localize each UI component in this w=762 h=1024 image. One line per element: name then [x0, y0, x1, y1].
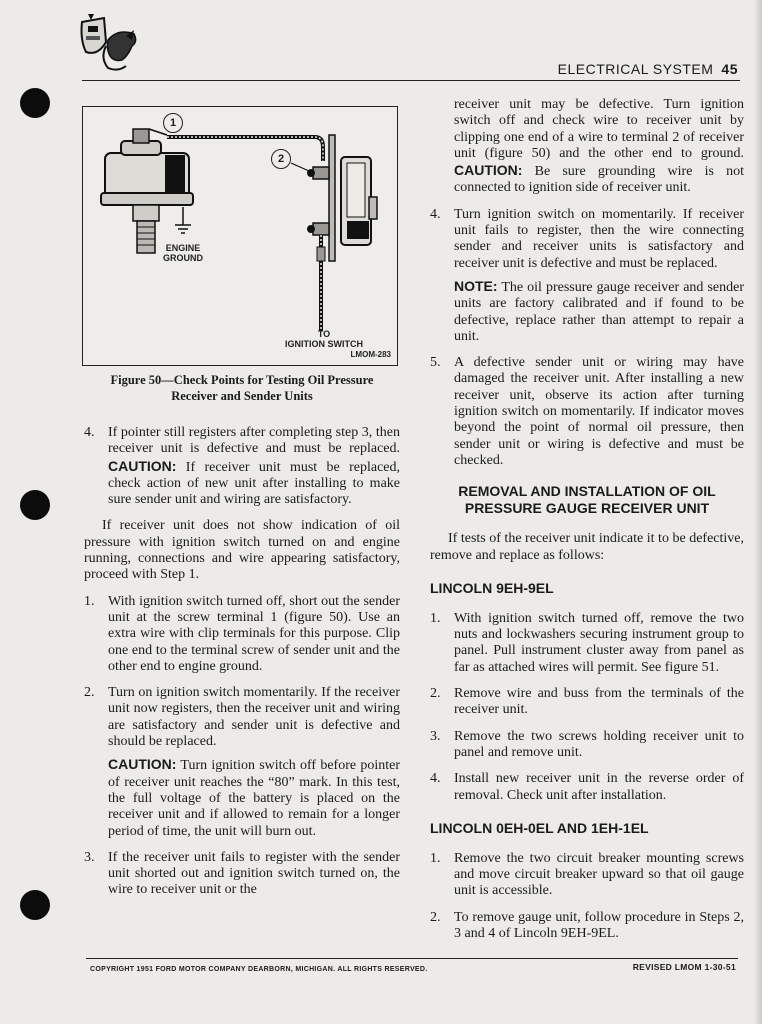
item-number: 4.: [84, 425, 95, 440]
footer-divider: [86, 958, 738, 959]
caption-line-1: Figure 50—Check Points for Testing Oil Pressure: [110, 373, 374, 387]
item-text: Remove wire and buss from the terminals of the receiver unit.: [454, 686, 744, 718]
receiver-unit: [307, 135, 377, 261]
revision-footer: REVISED LMOM 1-30-51: [632, 962, 736, 972]
item-number: 2.: [430, 909, 441, 925]
figure-caption: [82, 372, 402, 404]
text-run: Turn ignition switch off before pointer of receiver unit reaches the “80” mark. In this test, the full voltage of the battery is placed on the receiver unit and if allowed to remain for a longer period of time, the unit will burn out.: [108, 758, 400, 839]
list-item: [430, 207, 744, 272]
item-text: Turn on ignition switch momentarily. If the receiver unit now registers, then the receiver unit and wiring are satisfactory and sender unit is defective and should be replaced.: [108, 685, 400, 750]
item-number: 4.: [430, 771, 441, 787]
item-text: Install new receiver unit in the reverse order of removal. Check unit after installation.: [454, 771, 744, 803]
item-number: 4.: [430, 206, 441, 222]
removal-section-heading: [430, 483, 744, 517]
caution-label: CAUTION:: [108, 756, 177, 773]
item-text: With ignition switch turned off, short out the sender unit at the screw terminal 1 (figure 50). Use an extra wire with clip terminals for this purpose. Clip one end to the terminal screw of sender unit and the other end to engine ground.: [108, 593, 400, 674]
caution-label: CAUTION:: [454, 162, 523, 179]
callout-1: 1: [163, 113, 183, 133]
caution-label: CAUTION:: [108, 457, 177, 474]
paragraph: If receiver unit does not show indication of oil pressure with ignition switch turned on and engine running, connections and wire appearing satisfactory, proceed with Step 1.: [84, 518, 400, 583]
item-text: Remove the two circuit breaker mounting screws and move circuit breaker upward so that oil gauge unit is accessible.: [454, 850, 744, 899]
list-item: [430, 851, 744, 900]
note-label: NOTE:: [454, 277, 498, 294]
item-number: 3.: [430, 728, 441, 744]
list-item: [430, 771, 744, 804]
item-text: To remove gauge unit, follow procedure in Steps 2, 3 and 4 of Lincoln 9EH-9EL.: [454, 909, 744, 941]
ignition-switch-label: [281, 329, 367, 349]
copyright-footer: COPYRIGHT 1951 FORD MOTOR COMPANY DEARBORN, MICHIGAN. ALL RIGHTS RESERVED.: [90, 966, 428, 973]
section-title: ELECTRICAL SYSTEM: [557, 61, 714, 77]
page-header: [558, 61, 738, 77]
list-item: [84, 685, 400, 750]
heading-line-1: REMOVAL AND INSTALLATION OF OIL: [458, 483, 716, 500]
page-edge-shadow: [754, 0, 762, 1024]
caption-line-2: Receiver and Sender Units: [171, 389, 313, 403]
item-text: [108, 425, 400, 508]
paragraph: If tests of the receiver unit indicate it to be defective, remove and replace as follows:: [430, 531, 744, 563]
heading-line-2: PRESSURE GAUGE RECEIVER UNIT: [464, 500, 710, 517]
item-text: Turn ignition switch on momentarily. If receiver unit fails to register, then the wire connecting sender and receiver units is satisfactory and receiver unit is defective and must be replaced.: [454, 206, 744, 271]
item-number: 1.: [430, 610, 441, 626]
sender-unit: [101, 129, 193, 253]
lincoln-9eh-heading: LINCOLN 9EH-9EL: [430, 579, 554, 596]
lincoln-0eh-heading: LINCOLN 0EH-0EL AND 1EH-1EL: [430, 819, 649, 836]
text-run: If pointer still registers after completing step 3, then receiver unit is defective and must be replaced.: [108, 425, 400, 457]
item-number: 1.: [430, 850, 441, 866]
right-column: [430, 97, 744, 952]
ground-label-line: GROUND: [163, 253, 203, 263]
continued-item-text: [454, 97, 744, 197]
item-text: If the receiver unit fails to register with the sender unit shorted out and ignition switch turned on, the wire to receiver unit or the: [108, 849, 400, 898]
to-label-line: TO: [317, 329, 331, 339]
list-item: [84, 850, 400, 899]
figure-50-diagram: [82, 106, 398, 366]
list-item: [430, 611, 744, 676]
item-text: With ignition switch turned off, remove the two nuts and lockwashers securing instrument group to panel. Pull instrument cluster away from panel as far as attached wires will permit. See figure 51.: [454, 610, 744, 675]
list-item: [84, 594, 400, 675]
note-paragraph: [454, 278, 744, 345]
text-run: The oil pressure gauge receiver and sender units are factory calibrated and if found to be defective, replace rather than attempt to repair a unit.: [454, 279, 744, 344]
item-number: 2.: [84, 685, 95, 701]
page-number: 45: [721, 61, 738, 77]
text-run: receiver unit may be defective. Turn ignition switch off and check wire to receiver unit by clipping one end of a wire to terminal 2 of receiver unit (figure 50) and the other end to ground.: [454, 97, 744, 161]
list-item: [430, 910, 744, 943]
item-number: 3.: [84, 849, 95, 865]
list-item: [430, 355, 744, 469]
item-text: A defective sender unit or wiring may have damaged the receiver unit. After installing a new receiver unit, observe its action after turning ignition switch on momentarily. If indicator moves beyond the point of normal oil pressure, then sender unit or wiring is defective and must be checked.: [454, 355, 744, 468]
binder-hole: [20, 88, 50, 118]
item-text: Remove the two screws holding receiver unit to panel and remove unit.: [454, 728, 744, 760]
figure-code: LMOM-283: [350, 350, 391, 359]
caution-paragraph: [108, 756, 400, 839]
oil-pressure-wiring-diagram: [83, 107, 397, 365]
list-item: [84, 425, 400, 508]
text-run: Be sure grounding wire is not connected to ignition side of receiver unit.: [454, 164, 744, 196]
left-column: [84, 425, 400, 909]
binder-hole: [20, 890, 50, 920]
ignition-label-line: IGNITION SWITCH: [285, 339, 363, 349]
engine-ground-label: [155, 243, 211, 263]
list-item: [430, 686, 744, 719]
engine-label-line: ENGINE: [165, 243, 201, 253]
text-run: If receiver unit must be replaced, check action of new unit after installing to make sure sender unit and wiring are satisfactory.: [108, 459, 400, 508]
header-divider: [82, 80, 740, 81]
binder-hole: [20, 490, 50, 520]
item-number: 2.: [430, 686, 441, 702]
item-number: 5.: [430, 355, 441, 371]
item-number: 1.: [84, 593, 95, 609]
callout-2: 2: [271, 149, 291, 169]
lincoln-knight-emblem-icon: [78, 12, 142, 74]
list-item: [430, 729, 744, 762]
